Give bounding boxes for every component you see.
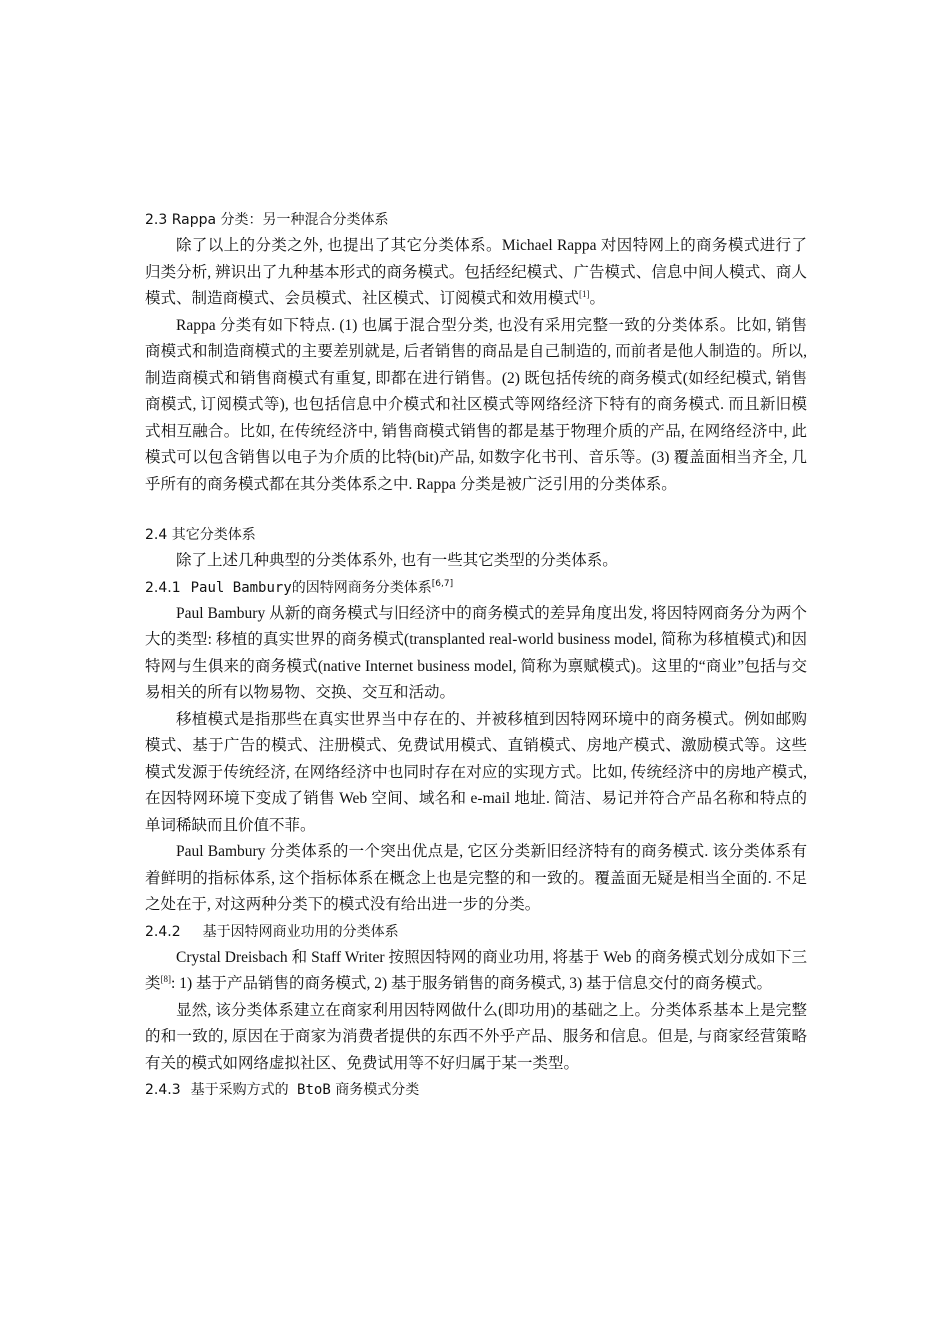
section-2-4-2-title: 基于因特网商业功用的分类体系 (202, 923, 399, 940)
section-2-4-2-paragraph-1-text-b: : 1) 基于产品销售的商务模式, 2) 基于服务销售的商务模式, 3) 基于信息交付的商务模式。 (171, 975, 773, 992)
section-2-4-heading: 2.4 其它分类体系 (145, 527, 256, 543)
section-2-3-heading: 2.3 Rappa 分类：另一种混合分类体系 (145, 212, 389, 228)
section-2-3-paragraph-1 (145, 233, 807, 313)
section-2-4-2-paragraph-1-text-a: Crystal Dreisbach 和 Staff Writer 按照因特网的商业功用, 将基于 Web 的商务模式划分成如下三类 (145, 948, 807, 992)
section-2-4-2-heading (145, 919, 807, 945)
section-2-4-1-heading (145, 575, 807, 601)
section-2-4-3-title-cn: 商务模式分类 (330, 1082, 420, 1098)
section-2-4-1-number: 2.4.1 (145, 579, 181, 596)
section-2-4-2-paragraph-2: 显然, 该分类体系建立在商家利用因特网做什么(即功用)的基础之上。分类体系基本上是完整的和一致的, 原因在于商家为消费者提供的东西不外乎产品、服务和信息。但是, 与商家经营策略有关的模式如网络虚拟社区、免费试用等不好归属于某一类型。 (145, 1001, 807, 1072)
citation-6-7: [6,7] (431, 578, 454, 589)
section-gap (145, 498, 807, 522)
section-2-4-3-heading (145, 1077, 807, 1103)
section-2-4-2-number: 2.4.2 (145, 923, 181, 940)
section-2-4-1-paragraph-1: Paul Bambury 从新的商务模式与旧经济中的商务模式的差异角度出发, 将因特网商务分为两个大的类型: 移植的真实世界的商务模式(transplanted real-world business model, 简称为移植模式)和因特网与生俱来的商务模式(native Internet business model, 简称为禀赋模式)。这里的“商业”包括与交易相关的所有以物易物、交换、交互和活动。 (145, 604, 807, 701)
section-2-4-3-title-en: 基于采购方式的 BtoB (190, 1082, 331, 1098)
section-2-3-paragraph-1-text: 除了以上的分类之外, 也提出了其它分类体系。Michael Rappa 对因特网上的商务模式进行了归类分析, 辨识出了九种基本形式的商务模式。包括经纪模式、广告模式、信息中间人模式、商人模式、制造商模式、会员模式、社区模式、订阅模式和效用模式 (145, 237, 807, 307)
section-2-3-paragraph-1-end: 。 (589, 290, 606, 307)
section-2-4-1-paragraph-3: Paul Bambury 分类体系的一个突出优点是, 它区分类新旧经济特有的商务模式. 该分类体系有着鲜明的指标体系, 这个指标体系在概念上也是完整的和一致的。覆盖面无疑是相当全面的. 不足之处在于, 对这两种分类下的模式没有给出进一步的分类。 (145, 843, 807, 913)
section-2-3-paragraph-2: Rappa 分类有如下特点. (1) 也属于混合型分类, 也没有采用完整一致的分类体系。比如, 销售商模式和制造商模式的主要差别就是, 后者销售的商品是自己制造的, 而前者是他人制造的。所以, 制造商模式和销售商模式有重复, 即都在进行销售。(2) 既包括传统的商务模式(如经纪模式, 销售商模式, 订阅模式等), 也包括信息中介模式和社区模式等网络经济下特有的商务模式. 而且新旧模式相互融合。比如, 在传统经济中, 销售商模式销售的都是基于物理介质的产品, 在网络经济中, 此模式可以包含销售以电子为介质的比特(bit)产品, 如数字化书刊、音乐等。(3) 覆盖面相当齐全, 几乎所有的商务模式都在其分类体系之中. Rappa 分类是被广泛引用的分类体系。 (145, 316, 807, 493)
section-2-4-paragraph-1: 除了上述几种典型的分类体系外, 也有一些其它类型的分类体系。 (176, 552, 618, 569)
citation-8: [8] (160, 974, 172, 984)
section-2-4-2-paragraph-1 (145, 945, 807, 998)
section-2-4-1-title-en: Paul Bambury (190, 579, 292, 596)
section-2-4-1-title-cn: 的因特网商务分类体系 (291, 579, 432, 596)
section-2-4-1-paragraph-2: 移植模式是指那些在真实世界当中存在的、并被移植到因特网环境中的商务模式。例如邮购模式、基于广告的模式、注册模式、免费试用模式、直销模式、房地产模式、激励模式等。这些模式发源于传统经济, 在网络经济中也同时存在对应的实现方式。比如, 传统经济中的房地产模式, 在因特网环境下变成了销售 Web 空间、域名和 e-mail 地址. 简洁、易记并符合产品名称和特点的单词稀缺而且价值不菲。 (145, 710, 807, 834)
citation-1: [1] (579, 289, 590, 299)
section-2-4-3-number: 2.4.3 (145, 1082, 181, 1098)
document-page (145, 207, 807, 1103)
